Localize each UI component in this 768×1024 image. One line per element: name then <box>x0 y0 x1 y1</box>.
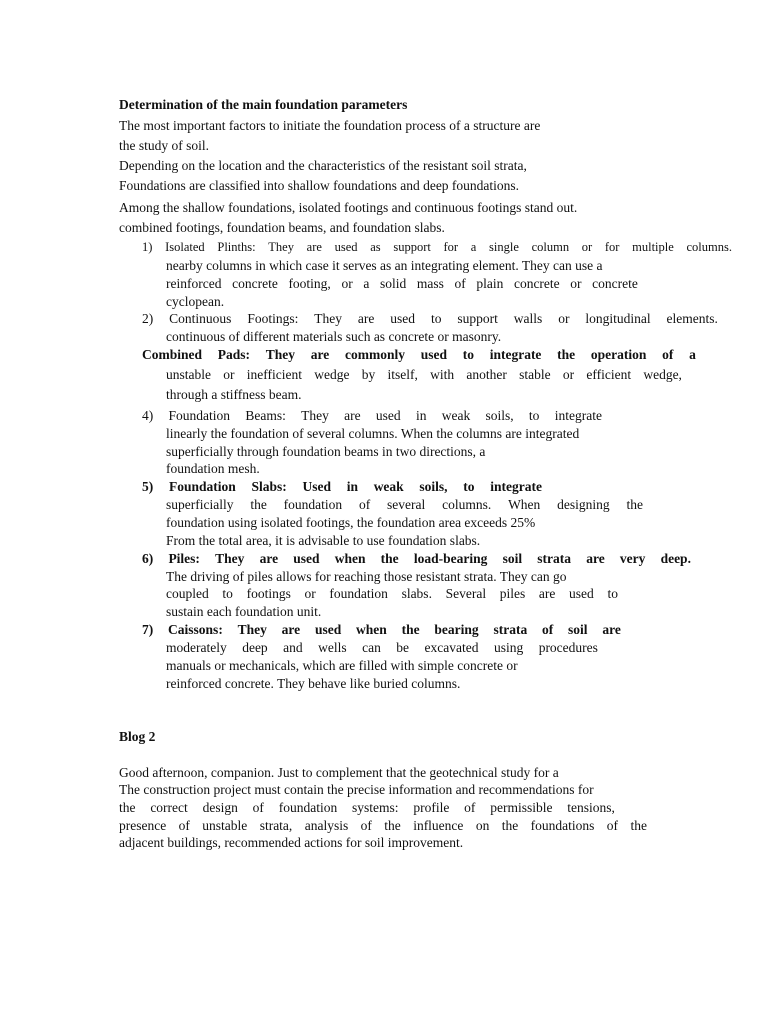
word: Footings: <box>247 311 299 326</box>
word: soil <box>502 551 523 566</box>
word: strata, <box>259 818 293 833</box>
word: using <box>493 640 524 655</box>
intro-line: the study of soil. <box>119 138 209 153</box>
word: inefficient <box>246 367 302 382</box>
word: They <box>268 240 294 254</box>
word: Beams: <box>245 408 286 423</box>
word: or <box>558 311 570 326</box>
list-item-first-line <box>142 621 621 639</box>
word: single <box>489 240 519 254</box>
word: the <box>630 818 647 833</box>
blog-line <box>119 817 647 835</box>
word: the <box>626 497 643 512</box>
word: when <box>334 551 366 566</box>
list-item-line: foundation mesh. <box>166 461 260 476</box>
word: profile <box>413 800 450 815</box>
word: by <box>361 367 376 382</box>
word: the <box>557 347 576 362</box>
intro-line: Depending on the location and the characteristics of the resistant soil strata, <box>119 158 527 173</box>
word: columns. <box>686 240 732 254</box>
list-item-first-line <box>142 550 691 568</box>
word: the <box>380 551 399 566</box>
word: are <box>538 586 556 601</box>
word: a <box>363 276 370 291</box>
list-item-line: sustain each foundation unit. <box>166 604 322 619</box>
intro-line: Foundations are classified into shallow foundations and deep foundations. <box>119 178 520 193</box>
word: to <box>462 347 474 362</box>
blog-line: The construction project must contain the precise information and recommendations for <box>119 782 594 797</box>
word: Slabs: <box>251 479 287 494</box>
word: used <box>420 347 447 362</box>
word: walls <box>513 311 543 326</box>
word: Foundation <box>168 408 231 423</box>
intro-line: The most important factors to initiate the foundation process of a structure are <box>119 118 541 133</box>
word: stable <box>519 367 551 382</box>
word: foundations <box>530 818 595 833</box>
word: are <box>281 622 301 637</box>
list-item-first-line <box>142 407 602 425</box>
word: Continuous <box>169 311 232 326</box>
word: foundation <box>329 586 388 601</box>
word: They <box>265 347 296 362</box>
word: systems: <box>352 800 399 815</box>
word: When <box>508 497 541 512</box>
word: They <box>215 551 245 566</box>
word: weak <box>441 408 471 423</box>
word: a <box>470 240 477 254</box>
word: are <box>259 551 279 566</box>
word: of <box>178 818 190 833</box>
word: wedge <box>314 367 350 382</box>
word: in <box>346 479 358 494</box>
list-item-line <box>166 496 643 514</box>
list-item-first-line <box>142 310 718 328</box>
list-item-first-line <box>142 346 696 364</box>
list-item-line: cyclopean. <box>166 294 225 309</box>
word: foundation <box>278 800 338 815</box>
word: integrate <box>554 408 602 423</box>
list-item-line: through a stiffness beam. <box>166 387 302 402</box>
list-item-line: superficially through foundation beams in two directions, a <box>166 444 486 459</box>
word: of <box>464 800 476 815</box>
list-item-line: foundation using isolated footings, the foundation area exceeds 25% <box>166 515 536 530</box>
word: used <box>390 311 416 326</box>
word: 5) <box>142 479 154 494</box>
word: design <box>202 800 238 815</box>
word: commonly <box>344 347 405 362</box>
word: Foundation <box>168 479 236 494</box>
word: used <box>375 408 401 423</box>
word: of <box>606 818 619 833</box>
word: to <box>463 479 475 494</box>
word: are <box>586 551 605 566</box>
word: coupled <box>166 586 209 601</box>
word: used <box>569 586 594 601</box>
word: for <box>443 240 459 254</box>
list-item-line: nearby columns in which case it serves as an integrating element. They can use a <box>166 258 603 273</box>
word: when <box>356 622 387 637</box>
word: elements. <box>666 311 718 326</box>
blog-title: Blog 2 <box>119 729 156 744</box>
word: or <box>341 276 353 291</box>
word: deep. <box>660 551 691 566</box>
word: used <box>293 551 320 566</box>
word: designing <box>557 497 610 512</box>
word: or <box>570 276 582 291</box>
word: several <box>387 497 426 512</box>
word: with <box>430 367 455 382</box>
word: the <box>250 497 267 512</box>
list-item-line <box>166 366 682 384</box>
word: efficient <box>586 367 632 382</box>
word: soils, <box>419 479 448 494</box>
list-item-line: continuous of different materials such as concrete or masonry. <box>166 329 502 344</box>
word: They <box>314 311 342 326</box>
word: bearing <box>434 622 479 637</box>
list-item-line <box>166 639 598 657</box>
word: to <box>222 586 233 601</box>
word: are <box>357 311 375 326</box>
word: plain <box>476 276 504 291</box>
word: footings <box>246 586 291 601</box>
word: presence <box>119 818 167 833</box>
word: piles <box>499 586 526 601</box>
word: of <box>454 276 466 291</box>
word: concrete <box>232 276 278 291</box>
word: Several <box>445 586 487 601</box>
word: They <box>301 408 329 423</box>
list-item-first-line <box>142 238 732 256</box>
word: be <box>396 640 410 655</box>
word: of <box>662 347 674 362</box>
word: excavated <box>424 640 479 655</box>
blog-line: Good afternoon, companion. Just to complement that the geotechnical study for a <box>119 765 559 780</box>
word: deep <box>242 640 268 655</box>
word: slabs. <box>401 586 432 601</box>
word: concrete <box>513 276 560 291</box>
word: soil <box>568 622 588 637</box>
word: moderately <box>166 640 227 655</box>
word: Combined <box>142 347 203 362</box>
blog-line: adjacent buildings, recommended actions for soil improvement. <box>119 835 464 850</box>
word: strata <box>537 551 572 566</box>
word: for <box>604 240 620 254</box>
word: used <box>314 622 342 637</box>
word: on <box>475 818 490 833</box>
word: or <box>562 367 575 382</box>
document-heading: Determination of the main foundation parameters <box>119 97 408 112</box>
word: the <box>501 818 519 833</box>
word: operation <box>590 347 647 362</box>
word: influence <box>413 818 464 833</box>
list-item-line: From the total area, it is advisable to use foundation slabs. <box>166 533 481 548</box>
word: as <box>370 240 381 254</box>
word: integrate <box>489 347 542 362</box>
word: 1) <box>142 240 153 254</box>
word: or <box>581 240 593 254</box>
word: 6) <box>142 551 154 566</box>
list-item-line: manuals or mechanicals, which are filled with simple concrete or <box>166 658 518 673</box>
word: multiple <box>632 240 674 254</box>
word: to <box>607 586 618 601</box>
list-item-line <box>166 585 618 603</box>
word: in <box>415 408 427 423</box>
list-item-first-line <box>142 478 542 496</box>
word: to <box>528 408 540 423</box>
word: are <box>344 408 361 423</box>
word: of <box>542 622 554 637</box>
word: are <box>310 347 330 362</box>
word: 2) <box>142 311 154 326</box>
intro-line: combined footings, foundation beams, and foundation slabs. <box>119 220 445 235</box>
word: Isolated <box>165 240 205 254</box>
word: unstable <box>202 818 248 833</box>
word: Piles: <box>168 551 200 566</box>
word: of <box>252 800 264 815</box>
word: the <box>384 818 401 833</box>
word: footing, <box>288 276 331 291</box>
word: wedge, <box>643 367 682 382</box>
word: soils, <box>485 408 514 423</box>
word: integrate <box>490 479 542 494</box>
word: Caissons: <box>168 622 223 637</box>
word: can <box>362 640 381 655</box>
word: are <box>306 240 322 254</box>
word: support <box>457 311 498 326</box>
word: columns. <box>442 497 492 512</box>
word: of <box>360 818 372 833</box>
list-item-line: reinforced concrete. They behave like buried columns. <box>166 676 461 691</box>
word: very <box>619 551 646 566</box>
word: or <box>304 586 316 601</box>
word: support <box>393 240 431 254</box>
word: They <box>237 622 267 637</box>
word: procedures <box>538 640 598 655</box>
word: reinforced <box>166 276 222 291</box>
word: permissible <box>490 800 553 815</box>
list-item-line: linearly the foundation of several columns. When the columns are integrated <box>166 426 580 441</box>
word: 7) <box>142 622 154 637</box>
word: correct <box>150 800 188 815</box>
word: the <box>401 622 420 637</box>
word: used <box>334 240 358 254</box>
word: Used <box>302 479 331 494</box>
word: mass <box>416 276 444 291</box>
blog-line <box>119 799 615 817</box>
intro-line: Among the shallow foundations, isolated footings and continuous footings stand out. <box>119 200 578 215</box>
word: weak <box>373 479 404 494</box>
word: 4) <box>142 408 154 423</box>
list-item-line: The driving of piles allows for reaching those resistant strata. They can go <box>166 569 567 584</box>
word: are <box>602 622 621 637</box>
word: Pads: <box>217 347 251 362</box>
word: unstable <box>166 367 211 382</box>
word: solid <box>379 276 407 291</box>
word: Plinths: <box>217 240 256 254</box>
word: tensions, <box>567 800 615 815</box>
word: and <box>283 640 303 655</box>
word: superficially <box>166 497 234 512</box>
word: longitudinal <box>585 311 651 326</box>
word: or <box>223 367 235 382</box>
word: of <box>358 497 371 512</box>
word: a <box>689 347 696 362</box>
word: another <box>466 367 507 382</box>
word: wells <box>318 640 347 655</box>
word: itself, <box>387 367 418 382</box>
word: strata <box>493 622 528 637</box>
word: the <box>119 800 136 815</box>
word: concrete <box>592 276 638 291</box>
word: to <box>430 311 442 326</box>
word: foundation <box>283 497 343 512</box>
word: load-bearing <box>413 551 488 566</box>
word: analysis <box>304 818 349 833</box>
list-item-line <box>166 275 638 293</box>
word: column <box>531 240 570 254</box>
